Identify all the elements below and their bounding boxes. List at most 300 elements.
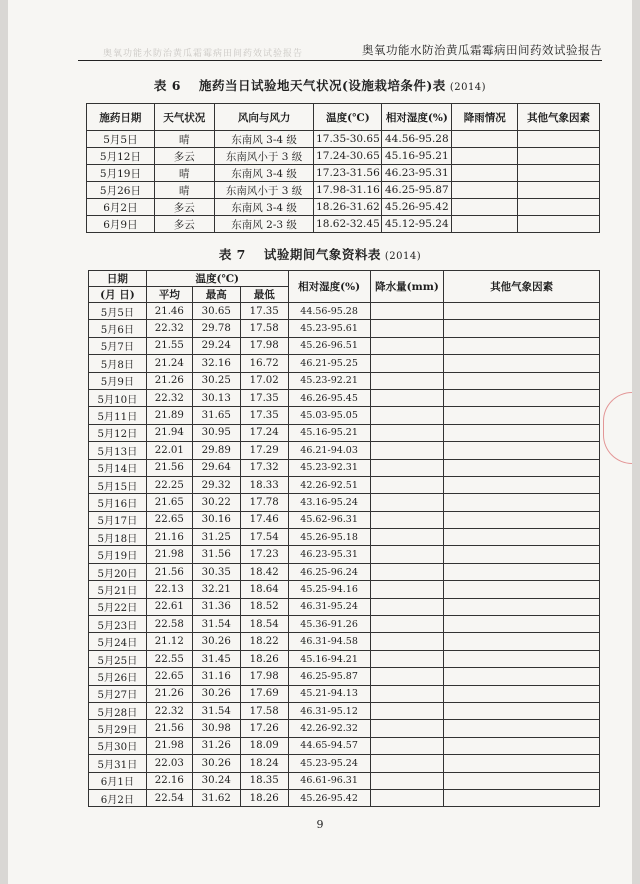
table6-col-date: 施药日期 (87, 104, 155, 131)
table-cell: 22.32 (146, 389, 192, 406)
table-cell: 5月8日 (89, 355, 147, 372)
table-cell: 5月26日 (89, 668, 147, 685)
table-cell: 44.56-95.28 (382, 131, 452, 148)
table-cell: 45.03-95.05 (288, 407, 370, 424)
table-cell: 晴 (154, 131, 214, 148)
table-row (89, 442, 600, 459)
table-cell: 21.12 (146, 633, 192, 650)
table-cell: 45.23-95.61 (288, 320, 370, 337)
table-cell (444, 581, 600, 598)
table-cell (444, 633, 600, 650)
table-cell: 18.42 (240, 563, 288, 580)
table-row (89, 598, 600, 615)
table-cell: 18.09 (240, 737, 288, 754)
table-cell: 17.35 (240, 389, 288, 406)
table-row (89, 668, 600, 685)
table-cell: 22.03 (146, 755, 192, 772)
table-cell (518, 148, 600, 165)
table-cell: 5月23日 (89, 616, 147, 633)
table-row (89, 494, 600, 511)
page-number: 9 (316, 818, 324, 831)
table-row (89, 772, 600, 789)
table-row (89, 529, 600, 546)
table-cell: 46.31-95.12 (288, 702, 370, 719)
table-cell: 45.16-94.21 (288, 650, 370, 667)
table-cell: 18.26-31.62 (314, 199, 382, 216)
table-cell: 45.16-95.21 (288, 424, 370, 441)
table-cell: 17.58 (240, 702, 288, 719)
table7-year: (2014) (384, 251, 422, 262)
table-cell: 45.26-95.42 (382, 199, 452, 216)
table-cell: 29.78 (192, 320, 240, 337)
table-cell: 30.65 (192, 303, 240, 320)
table6-caption (8, 76, 632, 94)
table-cell: 17.69 (240, 685, 288, 702)
table-cell (370, 702, 444, 719)
table-cell (444, 355, 600, 372)
table-cell: 5月22日 (89, 598, 147, 615)
table-cell: 45.62-96.31 (288, 511, 370, 528)
table-cell: 21.16 (146, 529, 192, 546)
table-cell: 5月5日 (89, 303, 147, 320)
table-cell: 42.26-92.32 (288, 720, 370, 737)
table-cell: 44.56-95.28 (288, 303, 370, 320)
table-cell: 东南风 3-4 级 (214, 199, 314, 216)
table-cell: 17.24-30.65 (314, 148, 382, 165)
table-cell: 43.16-95.24 (288, 494, 370, 511)
table7-col-rain: 降水量(mm) (370, 271, 444, 303)
table-cell (370, 303, 444, 320)
table-cell (370, 389, 444, 406)
table-cell: 45.23-92.31 (288, 459, 370, 476)
table-cell (370, 755, 444, 772)
table-cell: 17.98 (240, 337, 288, 354)
table-cell: 多云 (154, 148, 214, 165)
table-cell: 5月9日 (89, 372, 147, 389)
running-header: 奥氧功能水防治黄瓜霜霉病田间药效试验报告 (362, 43, 602, 57)
table-cell: 21.98 (146, 546, 192, 563)
table-cell: 31.36 (192, 598, 240, 615)
table-cell: 5月15日 (89, 476, 147, 493)
table-row (89, 389, 600, 406)
table-cell: 22.55 (146, 650, 192, 667)
table-cell (444, 668, 600, 685)
table-cell: 18.54 (240, 616, 288, 633)
table-cell (518, 165, 600, 182)
table7-col-temp: 温度(℃) (146, 271, 288, 287)
table-cell (370, 424, 444, 441)
table-cell: 32.16 (192, 355, 240, 372)
table-cell: 21.94 (146, 424, 192, 441)
table6-col-weather: 天气状况 (154, 104, 214, 131)
table-cell: 31.56 (192, 546, 240, 563)
table-cell: 22.25 (146, 476, 192, 493)
table-cell (370, 581, 444, 598)
table-cell: 46.23-95.31 (382, 165, 452, 182)
table7-col-min: 最低 (240, 287, 288, 303)
table-cell: 22.65 (146, 511, 192, 528)
table-cell: 16.72 (240, 355, 288, 372)
table-cell (444, 563, 600, 580)
table-cell: 5月5日 (87, 131, 155, 148)
table-cell (370, 685, 444, 702)
table-cell: 17.02 (240, 372, 288, 389)
table-cell: 5月21日 (89, 581, 147, 598)
table-cell: 东南风 2-3 级 (214, 216, 314, 233)
table-cell (452, 148, 518, 165)
table-cell (444, 511, 600, 528)
table-cell: 晴 (154, 182, 214, 199)
table-cell (444, 546, 600, 563)
table-cell: 30.26 (192, 685, 240, 702)
table-cell: 5月6日 (89, 320, 147, 337)
table-cell: 45.36-91.26 (288, 616, 370, 633)
table-cell: 17.35 (240, 303, 288, 320)
table-cell (518, 182, 600, 199)
table-cell: 17.35-30.65 (314, 131, 382, 148)
table-cell: 21.98 (146, 737, 192, 754)
table-cell: 17.23 (240, 546, 288, 563)
table6-header-row (87, 104, 600, 131)
table-row (87, 148, 600, 165)
table-cell: 17.24 (240, 424, 288, 441)
table-cell: 32.21 (192, 581, 240, 598)
table-cell: 21.26 (146, 372, 192, 389)
table-cell: 5月29日 (89, 720, 147, 737)
table-cell: 29.89 (192, 442, 240, 459)
table-cell (444, 598, 600, 615)
table-cell: 22.61 (146, 598, 192, 615)
table-cell: 46.23-95.31 (288, 546, 370, 563)
table-cell: 31.62 (192, 789, 240, 806)
table-row (89, 720, 600, 737)
table-row (89, 546, 600, 563)
table6-col-humidity: 相对湿度(%) (382, 104, 452, 131)
table-cell: 东南风 3-4 级 (214, 131, 314, 148)
table-cell (370, 459, 444, 476)
table-row (89, 563, 600, 580)
table-cell: 5月19日 (89, 546, 147, 563)
table-cell (444, 772, 600, 789)
table-cell (444, 372, 600, 389)
table-cell: 东南风小于 3 级 (214, 182, 314, 199)
table-cell: 17.35 (240, 407, 288, 424)
table-cell (444, 303, 600, 320)
table6-col-rain: 降雨情况 (452, 104, 518, 131)
table-cell: 5月27日 (89, 685, 147, 702)
table-cell: 30.16 (192, 511, 240, 528)
table-cell: 29.32 (192, 476, 240, 493)
table-cell (452, 165, 518, 182)
table-cell (444, 494, 600, 511)
table-cell (370, 476, 444, 493)
table6 (86, 103, 600, 233)
table-row (87, 131, 600, 148)
table-cell (444, 789, 600, 806)
table-cell: 21.65 (146, 494, 192, 511)
table-cell (370, 442, 444, 459)
table-cell (452, 199, 518, 216)
table-row (89, 685, 600, 702)
table-cell: 46.61-96.31 (288, 772, 370, 789)
table-row (89, 755, 600, 772)
table-row (89, 407, 600, 424)
table-cell: 6月1日 (89, 772, 147, 789)
table-cell: 5月16日 (89, 494, 147, 511)
table-cell (370, 772, 444, 789)
table-cell (370, 563, 444, 580)
table-cell: 22.32 (146, 702, 192, 719)
table-cell: 31.25 (192, 529, 240, 546)
table-row (87, 216, 600, 233)
table-cell: 30.26 (192, 633, 240, 650)
table-cell: 31.54 (192, 616, 240, 633)
table7-title: 试验期间气象资料表 (263, 247, 381, 262)
table7-label: 表 7 (218, 247, 246, 262)
table-cell: 18.64 (240, 581, 288, 598)
table-cell: 46.31-95.24 (288, 598, 370, 615)
table-cell: 30.24 (192, 772, 240, 789)
table-cell (370, 737, 444, 754)
table-cell (444, 755, 600, 772)
table-cell: 18.62-32.45 (314, 216, 382, 233)
table-cell: 46.21-95.25 (288, 355, 370, 372)
table-cell (518, 216, 600, 233)
table-cell: 5月20日 (89, 563, 147, 580)
table-cell (370, 598, 444, 615)
table-cell (518, 131, 600, 148)
table-cell: 17.78 (240, 494, 288, 511)
table-cell: 30.13 (192, 389, 240, 406)
table-cell: 45.26-95.42 (288, 789, 370, 806)
table7-caption (8, 245, 632, 263)
table-cell (452, 182, 518, 199)
table-row (89, 355, 600, 372)
table-row (87, 182, 600, 199)
table-cell: 17.26 (240, 720, 288, 737)
table-cell: 22.32 (146, 320, 192, 337)
table-cell (370, 511, 444, 528)
table-cell: 5月11日 (89, 407, 147, 424)
table-cell (370, 355, 444, 372)
table-cell: 45.26-96.51 (288, 337, 370, 354)
table-row (89, 303, 600, 320)
table6-title: 施药当日试验地天气状况(设施栽培条件)表 (198, 78, 446, 93)
table-cell (444, 529, 600, 546)
table-cell: 22.54 (146, 789, 192, 806)
table-cell: 31.16 (192, 668, 240, 685)
table7-header-row-1 (89, 271, 600, 287)
table-cell (444, 424, 600, 441)
table-cell: 21.89 (146, 407, 192, 424)
table-cell (444, 320, 600, 337)
table-cell: 46.31-94.58 (288, 633, 370, 650)
table-cell: 45.25-94.16 (288, 581, 370, 598)
table-cell: 30.98 (192, 720, 240, 737)
table-cell: 46.25-95.87 (382, 182, 452, 199)
table-cell: 5月17日 (89, 511, 147, 528)
table-cell: 多云 (154, 216, 214, 233)
table-cell: 5月12日 (89, 424, 147, 441)
table-cell: 18.22 (240, 633, 288, 650)
table-cell: 晴 (154, 165, 214, 182)
table-cell (444, 476, 600, 493)
table-row (89, 459, 600, 476)
table6-body (87, 131, 600, 233)
table-row (89, 476, 600, 493)
table-row (87, 199, 600, 216)
table-cell: 17.29 (240, 442, 288, 459)
table-cell: 6月9日 (87, 216, 155, 233)
table6-col-temp: 温度(℃) (314, 104, 382, 131)
table-cell: 5月28日 (89, 702, 147, 719)
table-cell (444, 702, 600, 719)
red-seal-stamp (603, 392, 632, 464)
table-cell (370, 494, 444, 511)
table-cell: 5月19日 (87, 165, 155, 182)
table-row (89, 581, 600, 598)
table-row (89, 511, 600, 528)
table-row (89, 424, 600, 441)
table-cell: 44.65-94.57 (288, 737, 370, 754)
table-cell: 5月30日 (89, 737, 147, 754)
table-cell (518, 199, 600, 216)
table-cell: 30.35 (192, 563, 240, 580)
table-cell: 多云 (154, 199, 214, 216)
table-cell (444, 459, 600, 476)
table-cell: 45.23-92.21 (288, 372, 370, 389)
table-cell: 21.56 (146, 720, 192, 737)
table-cell: 21.56 (146, 459, 192, 476)
table-cell: 18.33 (240, 476, 288, 493)
table-cell: 22.58 (146, 616, 192, 633)
table-cell: 5月31日 (89, 755, 147, 772)
table-row (89, 789, 600, 806)
table-cell (444, 650, 600, 667)
table7-col-max: 最高 (192, 287, 240, 303)
table-cell (444, 685, 600, 702)
table-cell: 46.25-96.24 (288, 563, 370, 580)
table-cell: 42.26-92.51 (288, 476, 370, 493)
table-cell (444, 337, 600, 354)
table-cell (444, 407, 600, 424)
table-cell (444, 720, 600, 737)
table-cell: 18.26 (240, 650, 288, 667)
table-cell: 31.54 (192, 702, 240, 719)
table-cell: 45.16-95.21 (382, 148, 452, 165)
table-cell (452, 131, 518, 148)
table-cell: 30.25 (192, 372, 240, 389)
table-cell: 5月10日 (89, 389, 147, 406)
table-cell: 30.95 (192, 424, 240, 441)
table-cell: 5月18日 (89, 529, 147, 546)
table-cell: 东南风小于 3 级 (214, 148, 314, 165)
table7-col-date: 日期 (89, 271, 147, 287)
table-cell: 17.98 (240, 668, 288, 685)
header-rule (78, 60, 602, 61)
table-cell (370, 789, 444, 806)
table-cell: 18.52 (240, 598, 288, 615)
table-cell (444, 389, 600, 406)
table7-col-avg: 平均 (146, 287, 192, 303)
table-cell (444, 737, 600, 754)
table-cell: 东南风 3-4 级 (214, 165, 314, 182)
table-cell: 21.26 (146, 685, 192, 702)
table-cell: 17.54 (240, 529, 288, 546)
table-cell (370, 407, 444, 424)
table-cell: 5月25日 (89, 650, 147, 667)
table-row (89, 737, 600, 754)
table-cell: 46.25-95.87 (288, 668, 370, 685)
table-cell (370, 668, 444, 685)
table-cell: 46.26-95.45 (288, 389, 370, 406)
table-cell: 21.55 (146, 337, 192, 354)
table-cell: 18.24 (240, 755, 288, 772)
table-row (89, 702, 600, 719)
table-cell: 30.26 (192, 755, 240, 772)
table7-body (89, 303, 600, 807)
table-cell (370, 320, 444, 337)
table-row (89, 337, 600, 354)
table-cell: 5月24日 (89, 633, 147, 650)
table-cell: 22.16 (146, 772, 192, 789)
table-cell: 18.26 (240, 789, 288, 806)
table-cell: 45.26-95.18 (288, 529, 370, 546)
table-cell: 45.21-94.13 (288, 685, 370, 702)
table-cell: 22.13 (146, 581, 192, 598)
table-cell: 17.23-31.56 (314, 165, 382, 182)
table-cell: 6月2日 (89, 789, 147, 806)
table7-col-humidity: 相对湿度(%) (288, 271, 370, 303)
table-cell (370, 546, 444, 563)
table-cell: 21.24 (146, 355, 192, 372)
table-cell: 30.22 (192, 494, 240, 511)
table-row (89, 320, 600, 337)
table-cell (370, 650, 444, 667)
bleed-through-text: 奥氧功能水防治黄瓜霜霉病田间药效试验报告 (103, 49, 304, 59)
table6-label: 表 6 (153, 78, 181, 93)
table-cell (370, 633, 444, 650)
table-cell: 18.35 (240, 772, 288, 789)
table-cell (452, 216, 518, 233)
report-page (8, 0, 632, 884)
table-cell: 45.23-95.24 (288, 755, 370, 772)
table6-col-wind: 风向与风力 (214, 104, 314, 131)
table-row (89, 650, 600, 667)
table-cell (370, 337, 444, 354)
table-cell (444, 442, 600, 459)
table7-col-date-unit: (月 日) (89, 287, 147, 303)
table-cell (370, 616, 444, 633)
table-cell (370, 720, 444, 737)
table-row (89, 372, 600, 389)
table-row (89, 633, 600, 650)
table-cell: 31.45 (192, 650, 240, 667)
table-cell: 22.01 (146, 442, 192, 459)
table-cell: 17.32 (240, 459, 288, 476)
table-cell (370, 372, 444, 389)
table-cell: 5月12日 (87, 148, 155, 165)
table7-col-other: 其他气象因素 (444, 271, 600, 303)
table-cell: 21.46 (146, 303, 192, 320)
table-cell: 5月13日 (89, 442, 147, 459)
table6-col-other: 其他气象因素 (518, 104, 600, 131)
table-cell: 46.21-94.03 (288, 442, 370, 459)
table-cell (444, 616, 600, 633)
table-cell (370, 529, 444, 546)
table-row (87, 165, 600, 182)
table-cell: 6月2日 (87, 199, 155, 216)
